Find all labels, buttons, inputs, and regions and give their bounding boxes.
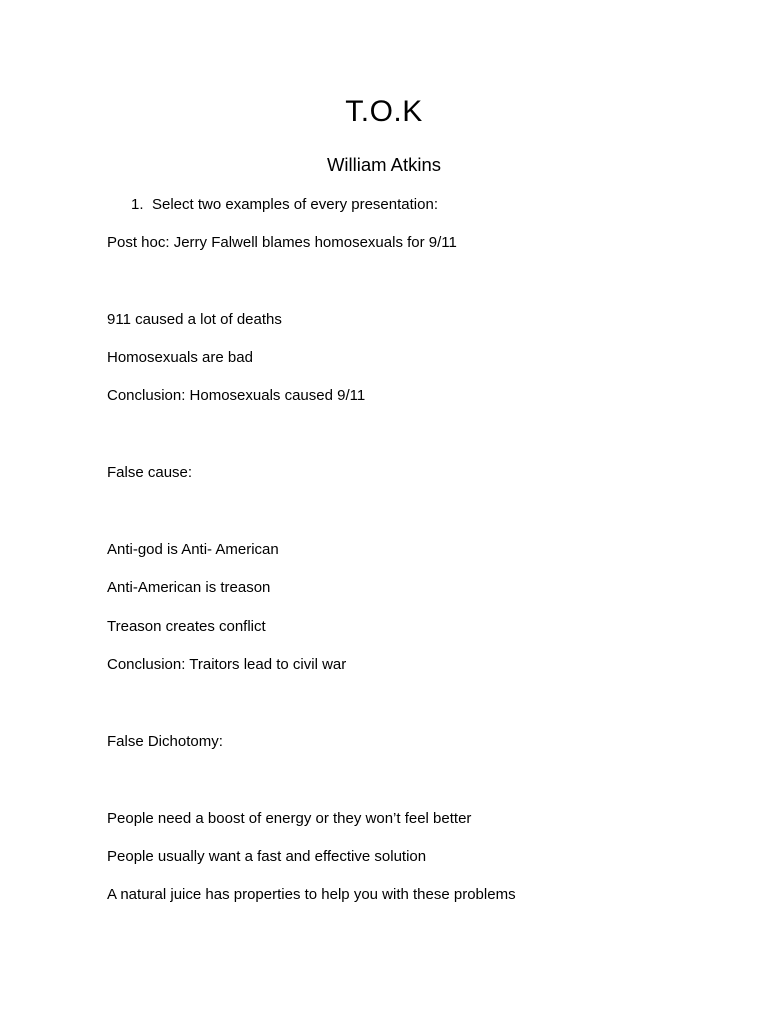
false-dichotomy-heading: False Dichotomy:	[107, 733, 223, 750]
false-cause-heading: False cause:	[107, 464, 193, 481]
author-name: William Atkins	[326, 154, 442, 175]
conclusion-line: Conclusion: Homosexuals caused 9/11	[107, 387, 366, 404]
body-line: 911 caused a lot of deaths	[107, 311, 282, 328]
conclusion-line: Conclusion: Traitors lead to civil war	[107, 656, 347, 673]
body-line: Anti-American is treason	[107, 579, 271, 596]
question-text: Select two examples of every presentation:	[152, 196, 438, 213]
numbered-question	[131, 195, 438, 215]
body-line: Treason creates conflict	[107, 618, 266, 635]
list-number: 1.	[131, 196, 144, 213]
body-line: A natural juice has properties to help you with these problems	[107, 886, 516, 903]
body-line: Anti-god is Anti- American	[107, 541, 279, 558]
document-title: T.O.K	[345, 95, 423, 128]
body-line: People usually want a fast and effective solution	[107, 848, 427, 865]
body-line: Homosexuals are bad	[107, 349, 253, 366]
post-hoc-heading: Post hoc: Jerry Falwell blames homosexuals for 9/11	[107, 234, 457, 251]
body-line: People need a boost of energy or they won’t feel better	[107, 810, 472, 827]
